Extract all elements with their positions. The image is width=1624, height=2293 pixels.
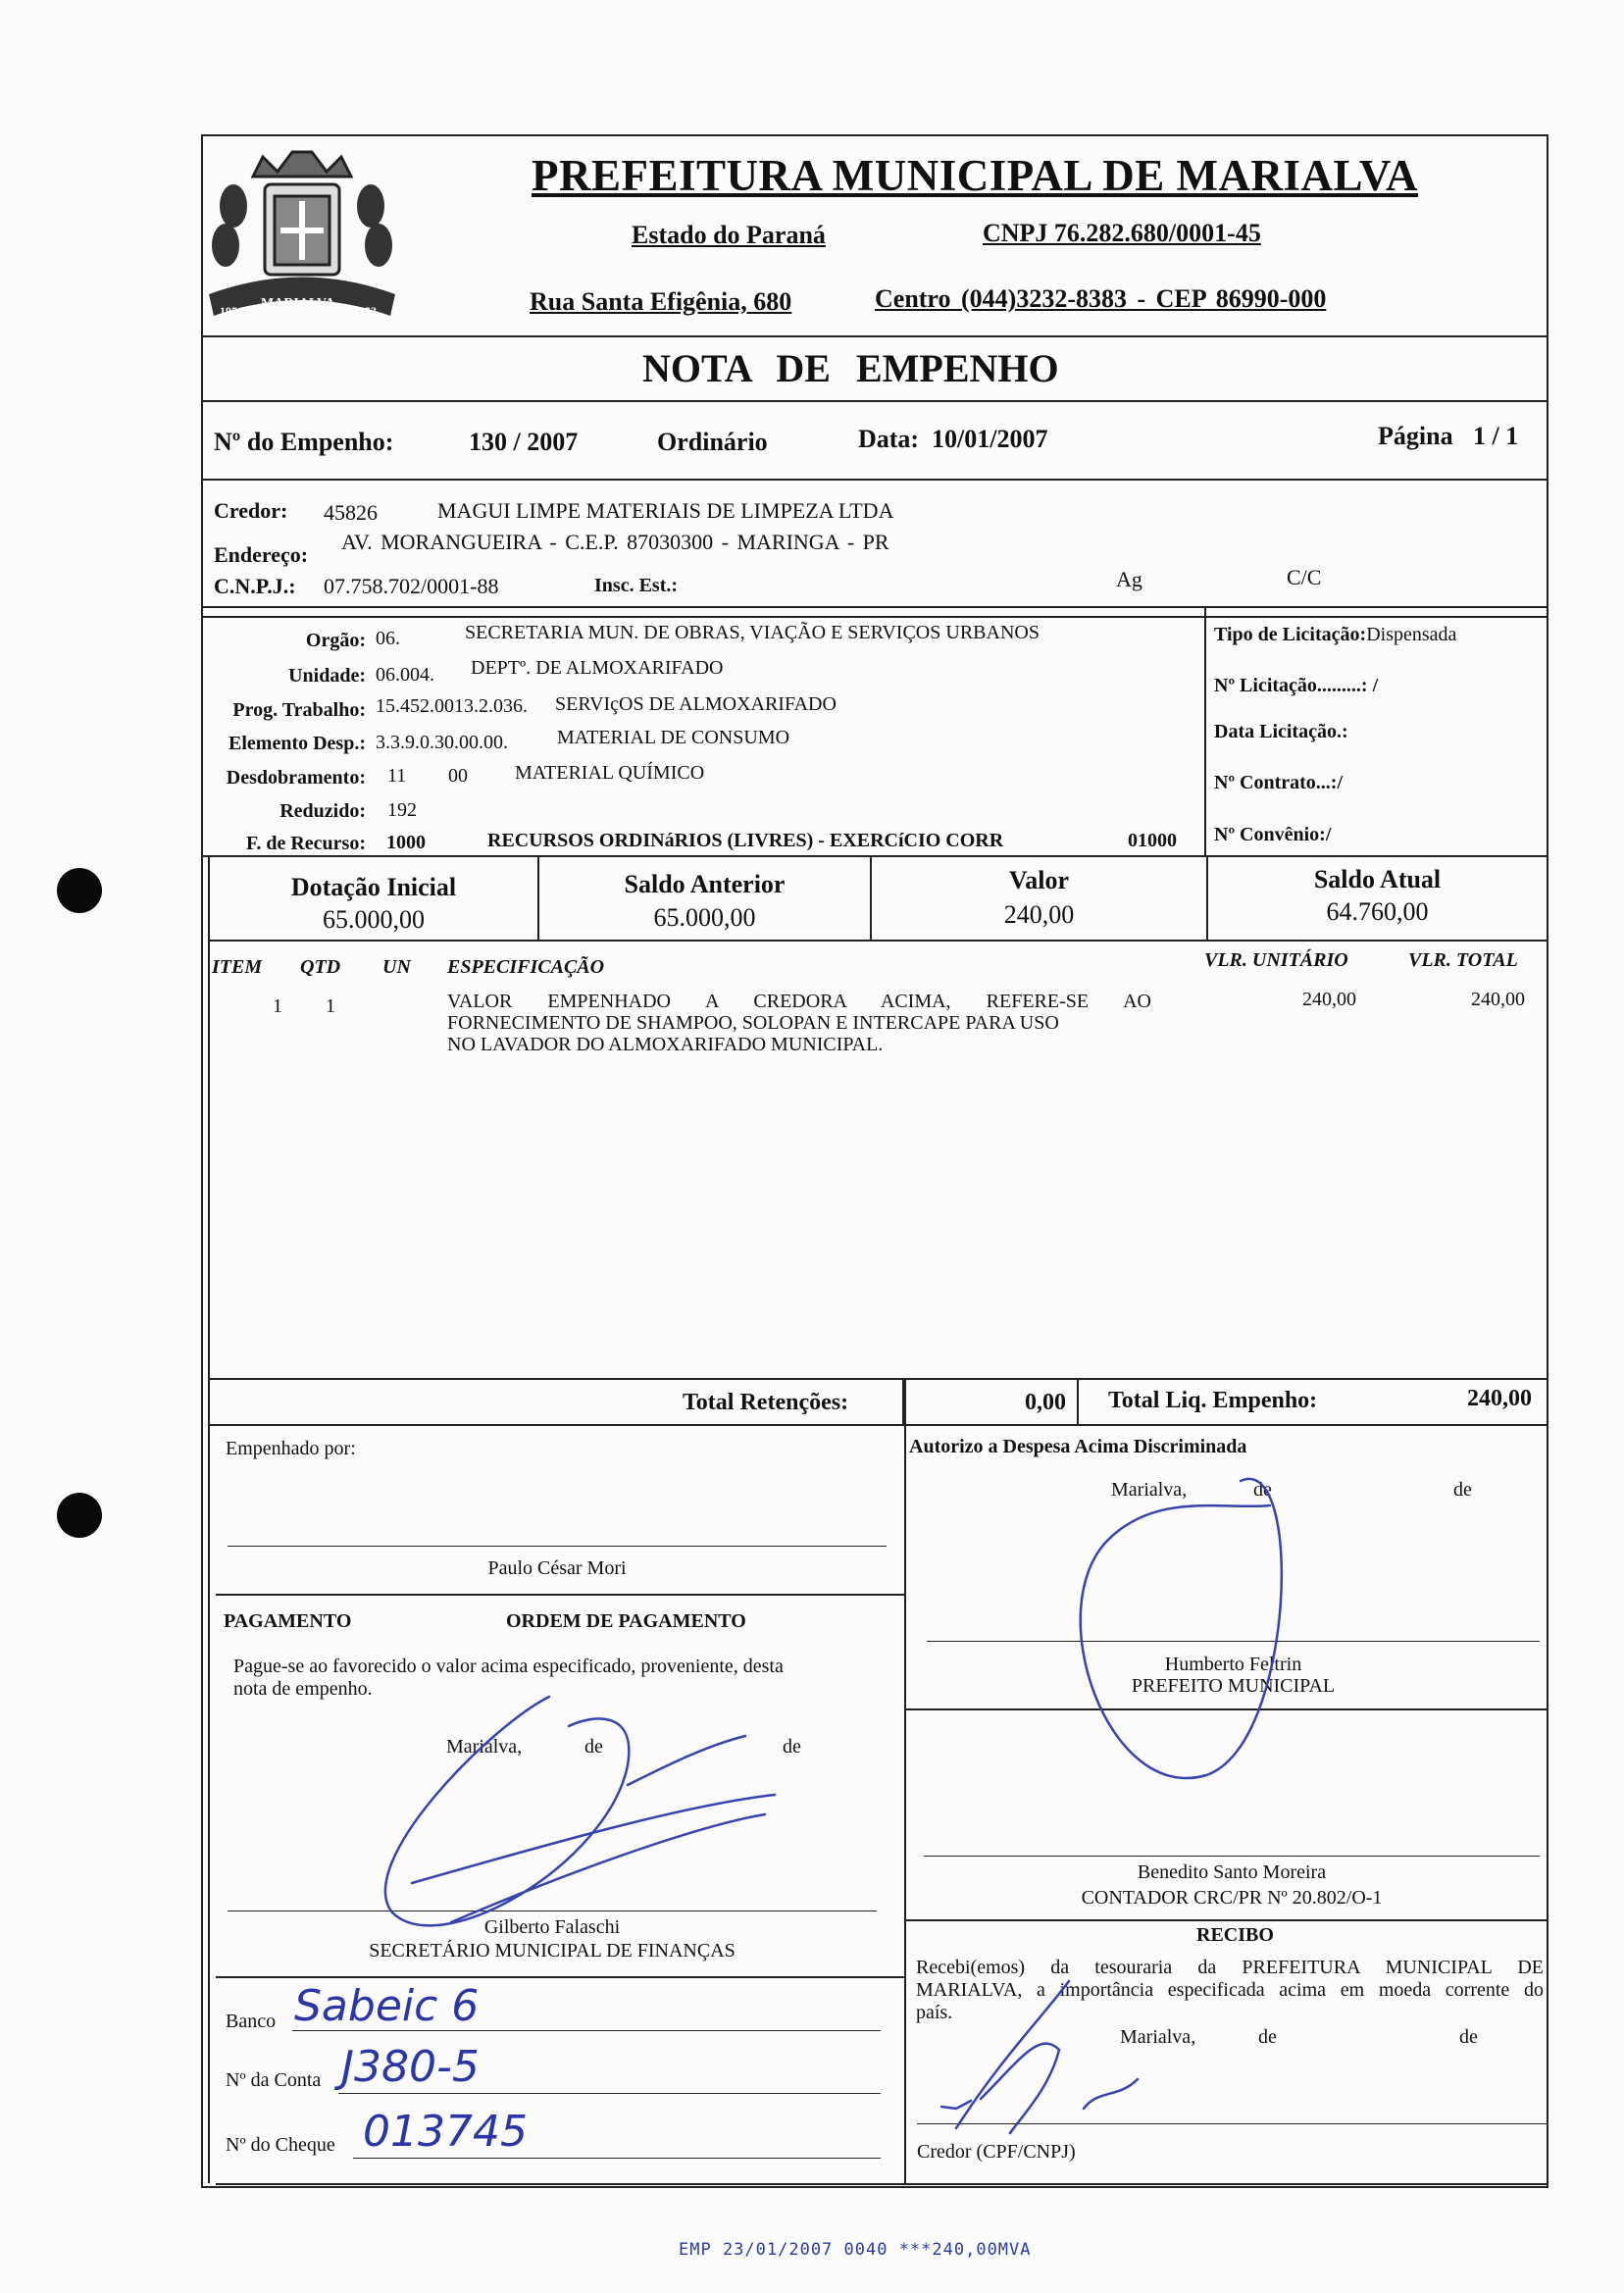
valor-label: Valor [1008,866,1070,894]
cheque-value: 013745 [363,2107,528,2157]
spec-line-3: NO LAVADOR DO ALMOXARIFADO MUNICIPAL. [447,1034,884,1055]
unidade-name: DEPTº. DE ALMOXARIFADO [471,657,724,679]
crest-year-right: 1953 [353,304,377,318]
municipality-contact: Centro (044)3232-8383 - CEP 86990-000 [875,284,1327,313]
cheque-label: Nº do Cheque [226,2134,335,2156]
empenho-number: 130 / 2007 [469,428,579,456]
dotacao-inicial-label: Dotação Inicial [290,873,457,901]
item-number: 1 [273,995,282,1017]
divider-pagamento-bottom [216,1976,904,1978]
insc-est-label: Insc. Est.: [594,575,679,596]
orgao-code: 06. [376,628,400,649]
empenho-number-label: Nº do Empenho: [214,428,394,456]
autorizo-de-1: de [1253,1479,1272,1501]
pagamento-de-2: de [783,1736,801,1758]
elemento-name: MATERIAL DE CONSUMO [557,727,790,748]
ordem-pagamento-label: ORDEM DE PAGAMENTO [506,1610,746,1632]
secretario-role: SECRETÁRIO MUNICIPAL DE FINANÇAS [369,1940,736,1962]
tipo-licitacao [1214,624,1456,646]
col-especificacao: ESPECIFICAÇÃO [447,956,605,978]
signature-line-empenhado [228,1546,887,1547]
municipal-crest [204,147,400,343]
empenho-type: Ordinário [657,428,768,456]
recibo-city: Marialva, [1120,2026,1196,2048]
unidade-code: 06.004. [376,664,434,686]
divider-contador-bottom [904,1919,1547,1921]
line-conta [338,2093,881,2094]
divider-totals-bottom [208,1424,1547,1426]
divider-budget-top [201,616,1547,618]
autorizo-city: Marialva, [1111,1479,1188,1501]
item-qtd: 1 [326,995,335,1017]
orgao-label: Orgão: [305,630,366,651]
numero-contrato: Nº Contrato...:/ [1214,772,1344,793]
prog-trabalho-label: Prog. Trabalho: [232,699,366,721]
retencoes-value: 0,00 [1025,1390,1066,1415]
credor-address: AV. MORANGUEIRA - C.E.P. 87030300 - MARINGA - PR [341,530,889,554]
desdobramento-label: Desdobramento: [226,767,366,789]
empenho-date-label: Data: [858,425,920,453]
liquido-label: Total Liq. Empenho: [1108,1388,1318,1413]
divider-credor [201,606,1547,608]
page-label: Página [1378,422,1453,450]
divider-signatures [904,1378,906,2183]
conta-label: Nº da Conta [226,2069,322,2091]
empenho-date: 10/01/2007 [932,425,1048,453]
desdob-code-1: 11 [387,765,407,787]
col-un: UN [382,956,411,978]
prefeito-name: Humberto Feltrin [1164,1654,1302,1675]
credor-name: MAGUI LIMPE MATERIAIS DE LIMPEZA LTDA [437,498,894,523]
cash-register-stamp: EMP 23/01/2007 0040 ***240,00MVA [679,2240,1032,2260]
document-title: NOTA DE EMPENHO [642,346,1059,390]
empenhado-name: Paulo César Mori [487,1557,627,1579]
autorizo-label: Autorizo a Despesa Acima Discriminada [909,1436,1247,1457]
prog-name: SERVIçOS DE ALMOXARIFADO [555,693,837,715]
recibo-de-1: de [1258,2026,1277,2048]
divider-autorizo-bottom [904,1708,1547,1710]
inner-left-border [208,855,210,2183]
numero-convenio: Nº Convênio:/ [1214,824,1332,845]
contador-role: CONTADOR CRC/PR Nº 20.802/O-1 [1081,1887,1383,1909]
credor-label: Credor: [214,498,288,523]
empenhado-label: Empenhado por: [226,1438,356,1459]
unidade-label: Unidade: [288,665,366,687]
recurso-code-2: 01000 [1128,830,1177,851]
municipality-title: PREFEITURA MUNICIPAL DE MARIALVA [532,151,1419,200]
contador-name: Benedito Santo Moreira [1137,1861,1327,1883]
credor-cnpj: 07.758.702/0001-88 [324,574,499,598]
saldo-anterior-label: Saldo Anterior [624,870,786,898]
saldo-anterior-value: 65.000,00 [653,903,756,932]
reduzido-value: 192 [387,799,417,821]
divider-saldos-bottom [208,940,1547,942]
dotacao-inicial-value: 65.000,00 [323,905,425,934]
credor-code: 45826 [324,500,378,525]
cc-label: C/C [1287,565,1322,589]
divider-licitacao [1204,606,1206,857]
spec-line-2: FORNECIMENTO DE SHAMPOO, SOLOPAN E INTERCAPE PARA USO [447,1012,1059,1034]
cnpj-label: C.N.P.J.: [214,574,296,598]
recibo-de-2: de [1459,2026,1478,2048]
recibo-label: RECIBO [1196,1924,1274,1946]
divider-empenho [201,479,1547,481]
recibo-text [916,1957,1544,2024]
crest-year-left: 1951 [220,304,243,318]
recibo-text-line-1: Recebi(emos) da tesouraria da PREFEITURA MUNICIPAL DE [916,1957,1544,1978]
item-total: 240,00 [1471,989,1525,1010]
pagamento-label: PAGAMENTO [224,1610,352,1632]
banco-label: Banco [226,2011,277,2032]
signature-line-contador [924,1856,1540,1857]
pagamento-city: Marialva, [446,1736,523,1758]
divider-items-bottom [208,1378,1547,1380]
crest-banner-text: MARIALVA [261,296,335,311]
col-vlr-total: VLR. TOTAL [1408,949,1518,971]
endereco-label: Endereço: [214,542,309,567]
prog-code: 15.452.0013.2.036. [376,695,528,717]
elemento-label: Elemento Desp.: [228,733,366,754]
col-vlr-unitario: VLR. UNITÁRIO [1204,949,1348,971]
saldo-atual-value: 64.760,00 [1326,897,1429,926]
item-specification [447,991,1151,1055]
divider-title [201,400,1547,402]
signature-line-credor [917,2123,1547,2124]
liquido-value: 240,00 [1467,1386,1532,1411]
desdob-code-2: 00 [448,765,468,787]
recurso-name: RECURSOS ORDINáRIOS (LIVRES) - EXERCíCIO CORR [487,830,1004,851]
numero-licitacao: Nº Licitação.........: / [1214,675,1379,696]
signature-line-prefeito [927,1641,1540,1642]
recurso-code: 1000 [386,832,426,853]
tipo-licitacao-value: Dispensada [1366,624,1457,645]
conta-value: J380-5 [341,2042,480,2092]
orgao-name: SECRETARIA MUN. DE OBRAS, VIAÇÃO E SERVIÇOS URBANOS [465,622,1040,643]
valor-value: 240,00 [1003,900,1075,929]
pagamento-text-line-1: Pague-se ao favorecido o valor acima especificado, proveniente, desta [233,1656,784,1677]
item-unit-price: 240,00 [1302,989,1356,1010]
elemento-code: 3.3.9.0.30.00.00. [376,732,508,753]
municipality-cnpj: CNPJ 76.282.680/0001-45 [983,219,1261,247]
banco-value: Sabeic 6 [294,1981,480,2031]
divider-total-2 [1077,1378,1079,1424]
ag-label: Ag [1116,567,1142,591]
recurso-label: F. de Recurso: [245,833,366,854]
divider-bottom [216,2183,1547,2185]
data-licitacao: Data Licitação.: [1214,721,1348,742]
line-cheque [353,2158,881,2159]
col-item: ITEM [212,956,263,978]
spec-line-1: VALOR EMPENHADO A CREDORA ACIMA, REFERE-SE AO [447,991,1151,1012]
desdob-name: MATERIAL QUÍMICO [515,762,705,784]
credor-cpf-label: Credor (CPF/CNPJ) [917,2141,1076,2163]
state-name: Estado do Paraná [632,221,826,249]
punch-hole-bottom [57,1493,102,1538]
prefeito-role: PREFEITO MUNICIPAL [1131,1675,1336,1697]
reduzido-label: Reduzido: [279,800,366,822]
divider-empenhado-bottom [216,1594,904,1596]
col-qtd: QTD [300,956,341,978]
recibo-text-line-3: país. [916,2002,953,2023]
punch-hole-top [57,868,102,913]
secretario-name: Gilberto Falaschi [483,1916,621,1938]
tipo-licitacao-label: Tipo de Licitação: [1214,624,1367,645]
page-number: 1 / 1 [1473,422,1519,450]
pagamento-text [233,1656,784,1701]
pagamento-text-line-2: nota de empenho. [233,1678,373,1700]
municipality-address: Rua Santa Efigênia, 680 [530,287,792,316]
divider-header [201,335,1547,337]
autorizo-de-2: de [1453,1479,1472,1501]
saldo-atual-label: Saldo Atual [1313,865,1442,893]
divider-saldos-top [201,855,1547,857]
retencoes-label: Total Retenções: [683,1390,849,1415]
pagamento-de-1: de [584,1736,603,1758]
recibo-text-line-2: MARIALVA, a importância especificada acima em moeda corrente do [916,1979,1544,2001]
